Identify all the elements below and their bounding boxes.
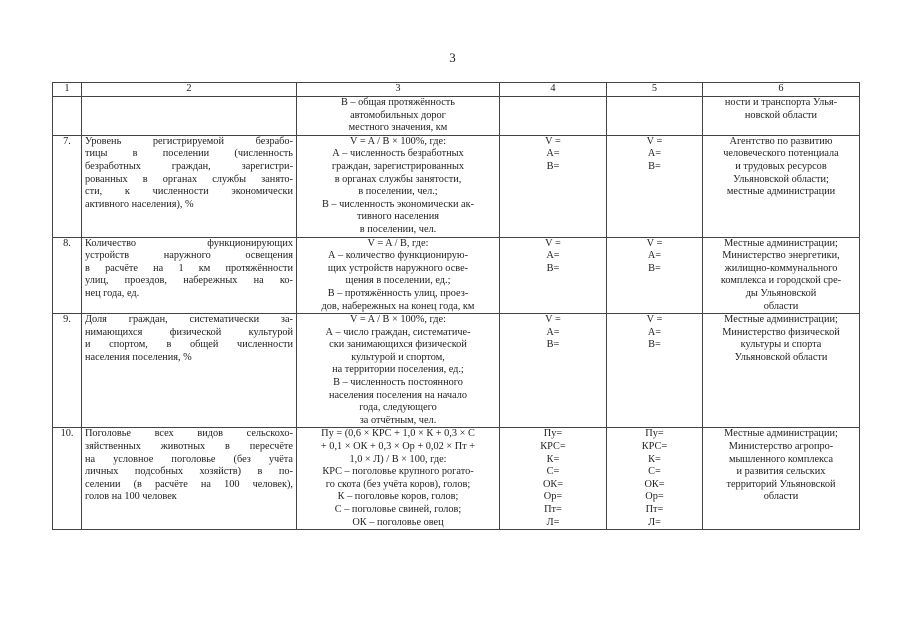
indicator-name-line: улиц, проездов, набережных на ко- xyxy=(85,275,293,287)
responsible-source-line: новской области xyxy=(744,109,818,121)
indicator-name-line: нец года, ед. xyxy=(85,287,140,299)
indicator-formula xyxy=(297,428,500,530)
table-row xyxy=(53,135,860,237)
value-column-5-line: V = xyxy=(646,237,663,249)
indicator-formula-line: V = A / B × 100%, где: xyxy=(350,135,446,147)
responsible-source xyxy=(703,314,860,428)
indicator-formula-line: щих устройств наружного осве- xyxy=(327,262,469,274)
value-column-5-line: КРС= xyxy=(641,441,668,453)
value-column-5-line: V = xyxy=(646,314,663,326)
value-column-4 xyxy=(500,237,607,314)
indicator-name-line: и спортом, в общей численности xyxy=(85,339,293,351)
indicator-formula-line: автомобильных дорог xyxy=(350,109,446,121)
indicator-formula-line: в поселении, чел.; xyxy=(358,186,438,198)
indicator-name xyxy=(82,135,297,237)
value-column-5 xyxy=(607,97,703,136)
responsible-source-line: Агентство по развитию xyxy=(729,135,833,147)
page-number: 3 xyxy=(449,50,456,65)
value-column-5-line: ОК= xyxy=(644,478,665,490)
responsible-source-line: Местные администрации; xyxy=(724,428,838,440)
indicator-formula-line: ски занимающихся физической xyxy=(329,339,467,351)
indicator-formula-line: V = A / B, где: xyxy=(367,237,429,249)
row-number: 7. xyxy=(53,135,82,237)
indicator-formula-line: КРС – поголовье крупного рогато- xyxy=(322,466,474,478)
indicator-name-line: голов на 100 человек xyxy=(85,491,177,503)
column-header: 1 xyxy=(53,83,82,97)
responsible-source xyxy=(703,428,860,530)
row-number: 10. xyxy=(53,428,82,530)
indicator-name-line: устройств наружного освещения xyxy=(85,250,293,262)
indicator-formula-line: К – поголовье коров, голов; xyxy=(337,491,459,503)
indicators-table xyxy=(52,82,860,530)
value-column-4-line: К= xyxy=(546,453,560,465)
responsible-source-line: местные администрации xyxy=(726,186,836,198)
indicator-formula-line: Пу = (0,6 × КРС + 1,0 × К + 0,3 × С xyxy=(321,428,475,440)
row-number xyxy=(53,97,82,136)
indicator-name xyxy=(82,97,297,136)
indicator-formula-line: + 0,1 × ОК + 0,3 × Ор + 0,02 × Пт + xyxy=(320,441,476,453)
value-column-4-line: B= xyxy=(546,262,560,274)
value-column-4-line: A= xyxy=(546,326,560,338)
indicator-name-line: безработных граждан, зарегистри- xyxy=(85,160,293,172)
indicator-formula xyxy=(297,314,500,428)
value-column-5-line: К= xyxy=(648,453,661,465)
value-column-5-line: A= xyxy=(647,148,662,160)
indicator-formula-line: В – численность постоянного xyxy=(333,377,463,389)
value-column-5 xyxy=(607,237,703,314)
value-column-4 xyxy=(500,428,607,530)
responsible-source-line: ности и транспорта Улья- xyxy=(724,97,838,108)
responsible-source-line: и развития сельских xyxy=(736,466,826,478)
indicator-name-line: активного населения), % xyxy=(85,198,194,210)
value-column-4-line: Л= xyxy=(546,516,560,528)
value-column-4-line: A= xyxy=(546,148,560,160)
indicator-name xyxy=(82,237,297,314)
value-column-4-line: V = xyxy=(545,314,561,326)
value-column-4-line: Пу= xyxy=(543,428,563,440)
indicator-formula-line: го скота (без учёта коров), голов; xyxy=(325,478,471,490)
indicator-formula-line: V = A / B × 100%, где: xyxy=(350,314,446,326)
table-row xyxy=(53,314,860,428)
indicator-name-line: Поголовье всех видов сельскохо- xyxy=(85,428,293,440)
value-column-5-line: B= xyxy=(648,160,661,172)
row-number: 9. xyxy=(53,314,82,428)
indicator-name-line: селении (в расчёте на 100 человек), xyxy=(85,478,293,490)
indicator-name-line: сти, к численности экономически xyxy=(85,186,293,198)
indicator-formula-line: культурой и спортом, xyxy=(351,351,445,363)
responsible-source-line: Местные администрации; xyxy=(724,314,838,326)
responsible-source xyxy=(703,237,860,314)
responsible-source-line: Ульяновской области xyxy=(734,351,828,363)
value-column-4-line: V = xyxy=(545,135,561,147)
table-row xyxy=(53,97,860,136)
value-column-5-line: B= xyxy=(648,262,661,274)
indicator-formula xyxy=(297,237,500,314)
value-column-4-line: B= xyxy=(546,160,560,172)
responsible-source-line: жилищно-коммунального xyxy=(724,262,838,274)
column-header: 2 xyxy=(82,83,297,97)
indicator-formula-line: щения в поселении, ед.; xyxy=(345,275,451,287)
value-column-4-line: A= xyxy=(546,250,560,262)
indicator-formula-line: А – количество функционирую- xyxy=(327,250,468,262)
responsible-source-line: комплекса и городской сре- xyxy=(720,275,842,287)
column-header: 4 xyxy=(500,83,607,97)
responsible-source-line: территорий Ульяновской xyxy=(726,478,836,490)
column-header: 5 xyxy=(607,83,703,97)
value-column-4-line: Пт= xyxy=(544,504,562,515)
value-column-5-line: Л= xyxy=(648,516,661,528)
value-column-5-line: V = xyxy=(646,135,663,147)
indicator-name-line: на условное поголовье (без учёта xyxy=(85,453,293,465)
responsible-source-line: человеческого потенциала xyxy=(723,148,839,160)
value-column-4-line: КРС= xyxy=(540,441,566,453)
column-header: 3 xyxy=(297,83,500,97)
indicator-formula-line: в органах службы занятости, xyxy=(334,173,462,185)
column-header: 6 xyxy=(703,83,860,97)
indicator-formula xyxy=(297,97,500,136)
value-column-5-line: Ор= xyxy=(645,491,664,503)
value-column-4-line: V = xyxy=(545,237,561,249)
indicator-formula-line: ОК – поголовье овец xyxy=(352,516,444,528)
indicator-name-line: личных подсобных хозяйств) в по- xyxy=(85,466,293,478)
responsible-source-line: мышленного комплекса xyxy=(728,453,834,465)
value-column-5-line: B= xyxy=(648,339,661,351)
value-column-5-line: A= xyxy=(647,326,662,338)
indicator-formula-line: В – численность экономически ак- xyxy=(321,198,475,210)
value-column-4-line: Ор= xyxy=(543,491,563,503)
indicator-formula-line: В – протяжённость улиц, проез- xyxy=(327,287,469,299)
value-column-4-line: С= xyxy=(546,466,560,478)
value-column-5-line: A= xyxy=(647,250,662,262)
responsible-source xyxy=(703,135,860,237)
indicator-name-line: тицы в поселении (численность xyxy=(85,148,293,160)
value-column-5 xyxy=(607,135,703,237)
value-column-4-line: B= xyxy=(546,339,560,351)
responsible-source-line: Местные администрации; xyxy=(724,237,838,249)
table-header-row xyxy=(53,83,860,97)
indicator-name-line: Количество функционирующих xyxy=(85,237,293,249)
indicator-formula-line: В – общая протяжённость xyxy=(340,97,455,108)
responsible-source xyxy=(703,97,860,136)
indicator-formula-line: населения поселения на начало xyxy=(328,389,468,401)
indicator-formula-line: в поселении, чел. xyxy=(359,223,437,235)
responsible-source-line: культуры и спорта xyxy=(740,339,822,351)
row-number: 8. xyxy=(53,237,82,314)
indicator-formula-line: А – численность безработных xyxy=(332,148,464,160)
indicator-name xyxy=(82,428,297,530)
indicator-formula-line: за отчётным, чел. xyxy=(359,414,437,426)
value-column-5-line: С= xyxy=(648,466,661,478)
indicator-formula-line: года, следующего xyxy=(359,402,437,414)
responsible-source-line: Министерство физической xyxy=(722,326,840,338)
indicator-name-line: Уровень регистрируемой безрабо- xyxy=(85,135,293,147)
indicator-formula-line: на территории поселения, ед.; xyxy=(332,364,464,376)
indicator-formula-line: А – число граждан, систематиче- xyxy=(325,326,471,338)
indicator-formula-line: тивного населения xyxy=(356,211,440,223)
value-column-5-line: Пт= xyxy=(645,504,664,515)
value-column-5 xyxy=(607,428,703,530)
indicator-name-line: в расчёте на 1 км протяжённости xyxy=(85,262,293,274)
responsible-source-line: Ульяновской области; xyxy=(733,173,829,185)
responsible-source-line: области xyxy=(763,491,799,503)
responsible-source-line: Министерство агропро- xyxy=(728,441,834,453)
indicator-formula-line: дов, набережных на конец года, км xyxy=(321,300,475,312)
indicator-formula-line: граждан, зарегистрированных xyxy=(331,160,465,172)
indicator-formula-line: С – поголовье свиней, голов; xyxy=(334,504,462,515)
indicator-name xyxy=(82,314,297,428)
indicator-name-line: зяйственных животных в пересчёте xyxy=(85,441,293,453)
indicator-name-line: рованных в органах службы занято- xyxy=(85,173,293,185)
table-row xyxy=(53,428,860,530)
indicator-formula xyxy=(297,135,500,237)
indicator-formula-line: местного значения, км xyxy=(348,122,448,134)
responsible-source-line: и трудовых ресурсов xyxy=(735,160,827,172)
value-column-4-line: ОК= xyxy=(542,478,564,490)
responsible-source-line: области xyxy=(763,300,799,312)
value-column-4 xyxy=(500,97,607,136)
value-column-4 xyxy=(500,135,607,237)
indicator-name-line: Доля граждан, систематически за- xyxy=(85,314,293,326)
responsible-source-line: ды Ульяновской xyxy=(745,287,817,299)
indicator-name-line: нимающихся физической культурой xyxy=(85,326,293,338)
table-row xyxy=(53,237,860,314)
value-column-4 xyxy=(500,314,607,428)
responsible-source-line: Министерство энергетики, xyxy=(722,250,840,262)
value-column-5-line: Пу= xyxy=(645,428,664,440)
value-column-5 xyxy=(607,314,703,428)
indicator-formula-line: 1,0 × Л) / В × 100, где: xyxy=(349,453,447,465)
indicator-name-line: населения поселения, % xyxy=(85,351,192,363)
